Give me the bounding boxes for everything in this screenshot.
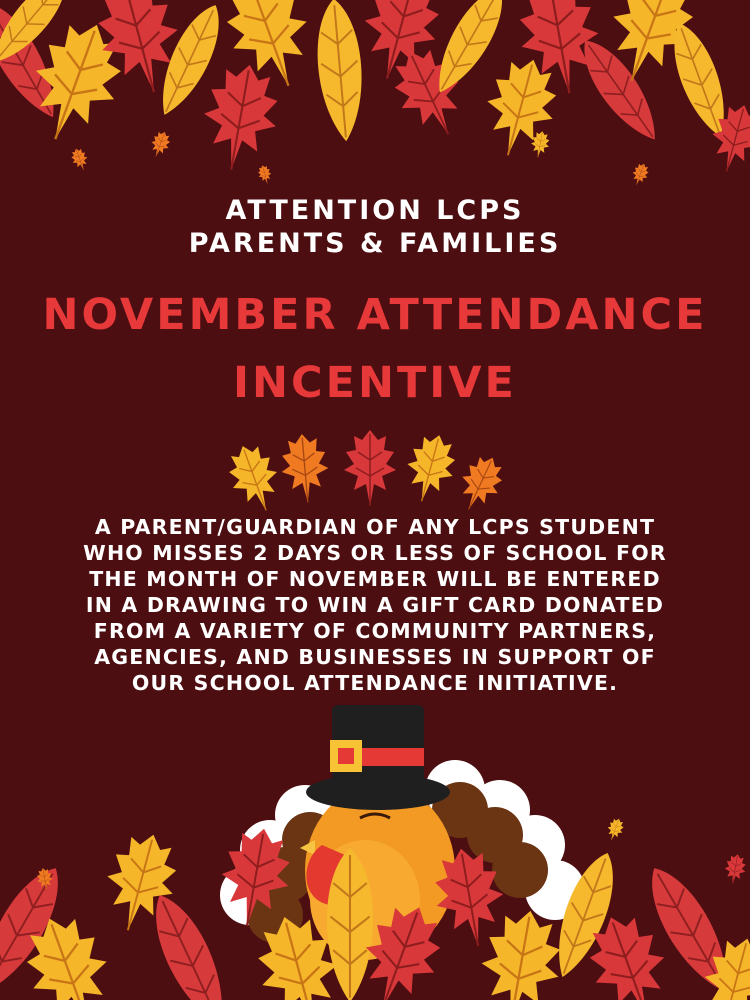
header-line-2: PARENTS & FAMILIES [188, 228, 562, 259]
body-line: IN A DRAWING TO WIN A GIFT CARD DONATED [85, 593, 665, 617]
body-line: A PARENT/GUARDIAN OF ANY LCPS STUDENT [94, 515, 656, 539]
header-line-1: ATTENTION LCPS [225, 195, 525, 226]
body-line: THE MONTH OF NOVEMBER WILL BE ENTERED [89, 567, 661, 591]
top-leaves-icon [0, 0, 750, 188]
body-line: WHO MISSES 2 DAYS OR LESS OF SCHOOL FOR [83, 541, 667, 565]
body-line: FROM A VARIETY OF COMMUNITY PARTNERS, [93, 619, 657, 643]
body-line: AGENCIES, AND BUSINESSES IN SUPPORT OF [94, 645, 656, 669]
title-line-1: NOVEMBER ATTENDANCE [42, 290, 708, 340]
title-line-2: INCENTIVE [233, 358, 517, 408]
leaf-cluster-icon [221, 429, 511, 518]
body-line: OUR SCHOOL ATTENDANCE INITIATIVE. [131, 671, 619, 695]
